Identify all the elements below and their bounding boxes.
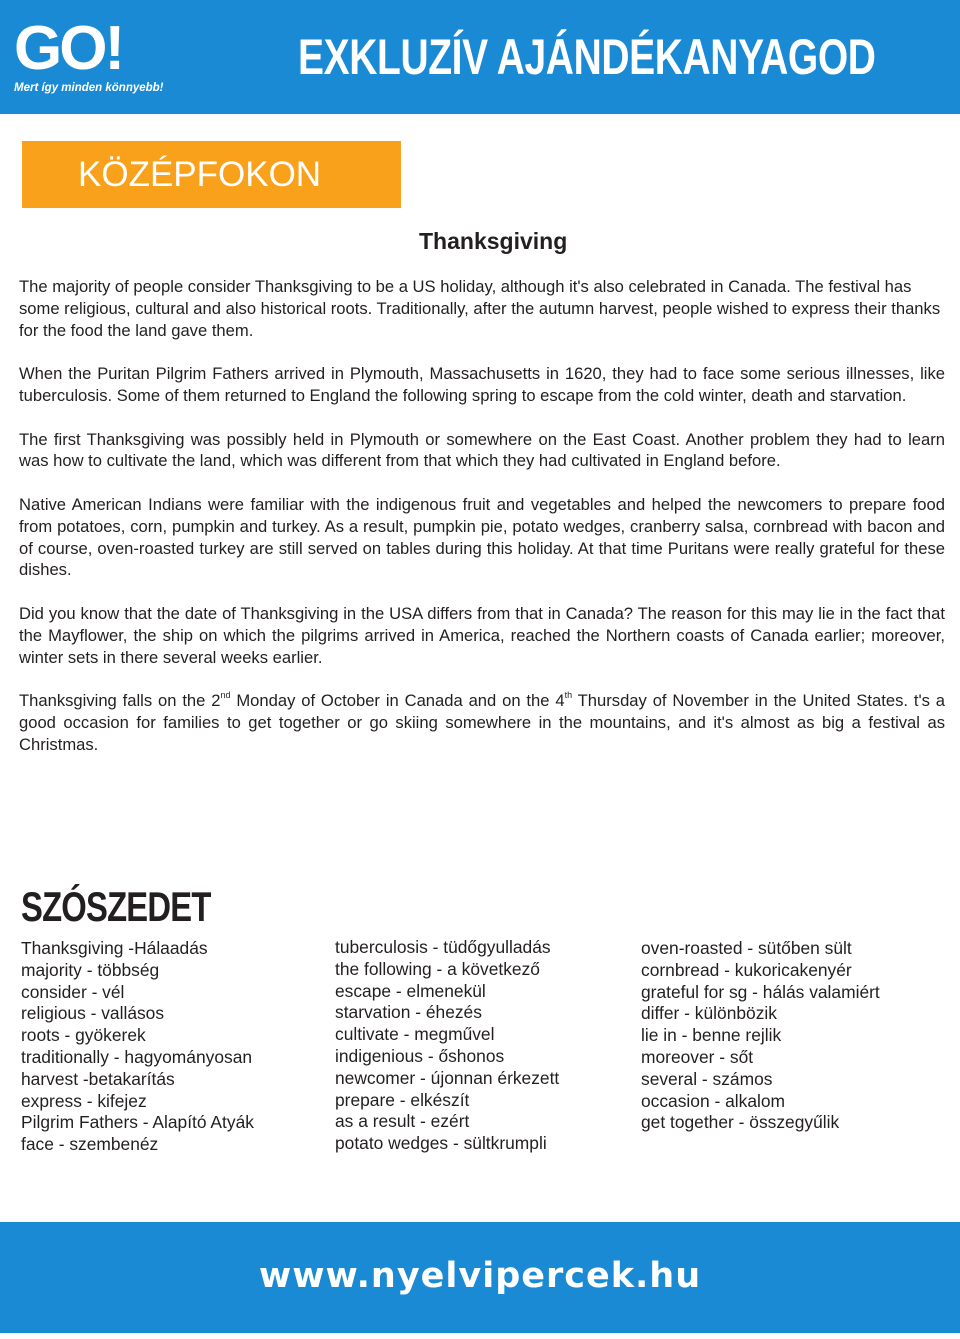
logo-tagline: Mert így minden könnyebb! — [14, 82, 164, 94]
header-banner — [0, 0, 960, 114]
vocab-item: potato wedges - sültkrumpli — [335, 1133, 547, 1154]
vocab-item: prepare - elkészít — [335, 1089, 470, 1110]
vocab-item: traditionally - hagyományosan — [21, 1046, 253, 1067]
vocab-item: the following - a következő — [335, 958, 540, 979]
vocab-item: roots - gyökerek — [21, 1025, 146, 1046]
paragraph-5: Did you know that the date of Thanksgiving in the USA differs from that in Canada? The reason for this may lie in the fact that the Mayflower, the ship on which the pilgrims arrived in America, reached the Northern coasts of Canada earlier; moreover, winter sets in there several weeks earlier. — [19, 603, 945, 667]
vocab-item: moreover - sőt — [641, 1046, 754, 1067]
vocab-item: cultivate - megművel — [335, 1024, 495, 1045]
vocab-item: escape - elmenekül — [335, 980, 486, 1001]
paragraph-4: Native American Indians were familiar with the indigenous fruit and vegetables and helped the newcomers to prepare food from potatoes, corn, pumpkin and turkey. As a result, pumpkin pie, potato wedges, cranberry salsa, cornbread with bacon and of course, oven-roasted turkey are still served on tables during this holiday. At that time Puritans were really grateful for these dishes. — [19, 494, 945, 580]
vocab-item: majority - többség — [21, 959, 160, 980]
page-title: EXKLUZÍV AJÁNDÉKANYAGOD — [298, 29, 876, 85]
ordinal-suffix: th — [564, 690, 573, 701]
vocab-item: starvation - éhezés — [335, 1002, 482, 1023]
vocab-item: face - szembenéz — [21, 1134, 159, 1155]
vocab-item: harvest -betakarítás — [21, 1068, 175, 1089]
footer-banner — [0, 1222, 960, 1333]
logo-mark: GO! — [14, 14, 123, 83]
vocab-item: consider - vél — [21, 981, 125, 1002]
paragraph-1: The majority of people consider Thanksgiving to be a US holiday, although it's also celebrated in Canada. The festival has some religious, cultural and also historical roots. Traditionally, after the autumn harvest, people wished to express their thanks for the food the land gave them. — [19, 277, 941, 340]
vocab-item: lie in - benne rejlik — [641, 1025, 782, 1046]
vocab-item: several - számos — [641, 1068, 773, 1089]
paragraph-6 — [19, 690, 945, 755]
vocabulary-column-2 — [335, 937, 559, 1155]
vocab-item: Thanksgiving -Hálaadás — [21, 938, 208, 958]
ordinal-suffix: nd — [220, 690, 231, 701]
vocab-item: Pilgrim Fathers - Alapító Atyák — [21, 1112, 254, 1133]
vocabulary-column-1 — [21, 938, 254, 1156]
vocab-item: express - kifejez — [21, 1090, 147, 1111]
vocab-item: indigenious - őshonos — [335, 1045, 505, 1066]
vocab-item: newcomer - újonnan érkezett — [335, 1067, 560, 1088]
level-badge: KÖZÉPFOKON — [22, 141, 401, 208]
vocab-item: differ - különbözik — [641, 1003, 777, 1024]
vocab-item: occasion - alkalom — [641, 1090, 786, 1111]
paragraph-6-part-c: Thursday of November in the United States. t's a good occasion for families to get together or go skiing somewhere in the mountains, and it's almost as big a festival as Christmas. — [19, 691, 945, 754]
paragraph-2: When the Puritan Pilgrim Fathers arrived in Plymouth, Massachusetts in 1620, they had to face some serious illnesses, like tuberculosis. Some of them returned to England the following spring to escape from the cold winter, death and starvation. — [19, 364, 945, 405]
article-title: Thanksgiving — [419, 228, 568, 254]
go-logo[interactable] — [14, 14, 164, 98]
paragraph-3: The first Thanksgiving was possibly held in Plymouth or somewhere on the East Coast. Another problem they had to learn was how to cultivate the land, which was different from that which they had cultivated in England before. — [19, 429, 945, 471]
vocab-item: grateful for sg - hálás valamiért — [641, 981, 880, 1002]
vocab-item: tuberculosis - tüdőgyulladás — [335, 937, 551, 957]
vocab-item: cornbread - kukoricakenyér — [641, 959, 852, 980]
vocabulary-title: SZÓSZEDET — [21, 883, 211, 930]
paragraph-6-part-a: Thanksgiving falls on the 2 — [19, 691, 221, 711]
vocab-item: as a result - ezért — [335, 1111, 470, 1132]
website-link[interactable]: www.nyelvipercek.hu — [258, 1256, 702, 1296]
vocab-item: oven-roasted - sütőben sült — [641, 938, 852, 958]
vocab-item: religious - vallásos — [21, 1003, 165, 1024]
paragraph-6-part-b: Monday of October in Canada and on the 4 — [230, 691, 565, 711]
article-body — [19, 276, 945, 777]
vocab-item: get together - összegyűlik — [641, 1112, 840, 1133]
vocabulary-column-3 — [641, 938, 880, 1134]
